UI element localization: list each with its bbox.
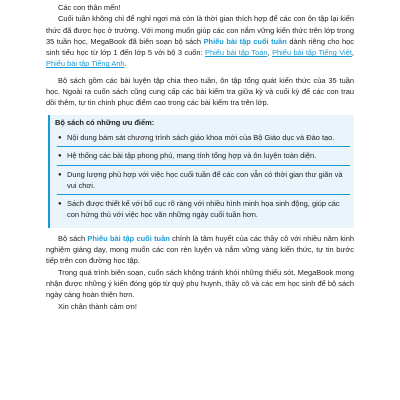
intro-text-2: dành riêng cho học sinh tiểu học từ lớp 1 đến lớp 5 với bộ 3 cuốn: <box>46 36 355 58</box>
advantage-text: Hệ thống các bài tập phong phú, mang tính tổng hợp và ôn luyện toàn diện. <box>67 151 317 161</box>
advantage-item <box>57 147 350 165</box>
separator-2: , <box>351 48 354 58</box>
book-title-vietnamese: Phiếu bài tập Tiếng Việt <box>272 48 352 58</box>
paragraph-intro <box>46 13 354 69</box>
advantage-text: Dung lượng phù hợp với việc học cuối tuần để các con vẫn có thời gian thư giãn và vui chơi. <box>67 169 343 190</box>
advantages-box <box>48 115 354 228</box>
separator-1: , <box>267 48 273 58</box>
dedication-text-1: Bộ sách <box>58 233 88 243</box>
bullet-icon: ● <box>58 201 62 208</box>
book-title-math: Phiếu bài tập Toán <box>205 48 268 58</box>
advantages-title: Bộ sách có những ưu điểm: <box>55 117 155 127</box>
series-name: Phiếu bài tập cuối tuần <box>203 36 287 46</box>
greeting: Các con thân mến! <box>58 3 121 12</box>
advantage-text: Nội dung bám sát chương trình sách giáo khoa mới của Bộ Giáo dục và Đào tạo. <box>67 132 335 142</box>
book-title-english: Phiếu bài tập Tiếng Anh <box>46 59 125 69</box>
paragraph-feedback: Trong quá trình biên soạn, cuốn sách không tránh khỏi những thiếu sót, MegaBook mong nhận được những ý kiến đóng góp từ quý phụ huynh, thầy cô và các em học sinh để bộ sách ngày càng hoàn thiện hơn. <box>46 267 354 300</box>
advantage-item <box>57 195 350 224</box>
advantage-item <box>57 166 350 196</box>
intro-end: . <box>124 59 127 69</box>
bullet-icon: ● <box>58 171 62 178</box>
bullet-icon: ● <box>58 153 62 160</box>
advantage-item <box>57 129 350 147</box>
paragraph-structure: Bộ sách gồm các bài luyện tập chia theo tuần, ôn tập tổng quát kiến thức của 35 tuần học. Ngoài ra cuốn sách cũng cung cấp các bài kiểm tra giữa kỳ và cuối kỳ để các con trau dồi thêm, tự tin chinh phục điểm cao trong các bài kiểm tra trên lớp. <box>46 75 354 108</box>
intro-text-1: Cuối tuần không chỉ để nghỉ ngơi mà còn là thời gian thích hợp để các con ôn tập lại kiến thức đã được học ở trường. Với mong muốn giúp các con nắm vững kiến thức trên lớp trong 35 tuần học, MegaBook đã biên soạn bộ sách <box>46 14 354 46</box>
dedication-text-2: chính là tâm huyết của các thầy cô với nhiều năm kinh nghiệm giảng dạy, mong muốn các con rèn luyện và nắm vững vàng kiến thức, tự tin bước tiếp trên con đường học tập. <box>46 233 354 266</box>
paragraph-dedication <box>46 233 354 267</box>
bullet-icon: ● <box>58 134 62 141</box>
advantage-text: Sách được thiết kế với bố cục rõ ràng với nhiều hình minh họa sinh động, giúp các con hứng thú với việc học văn những ngày cuối tuần hơn. <box>67 199 340 220</box>
series-name-2: Phiếu bài tập cuối tuần <box>87 233 170 243</box>
closing-line: Xin chân thành cảm ơn! <box>58 301 137 311</box>
